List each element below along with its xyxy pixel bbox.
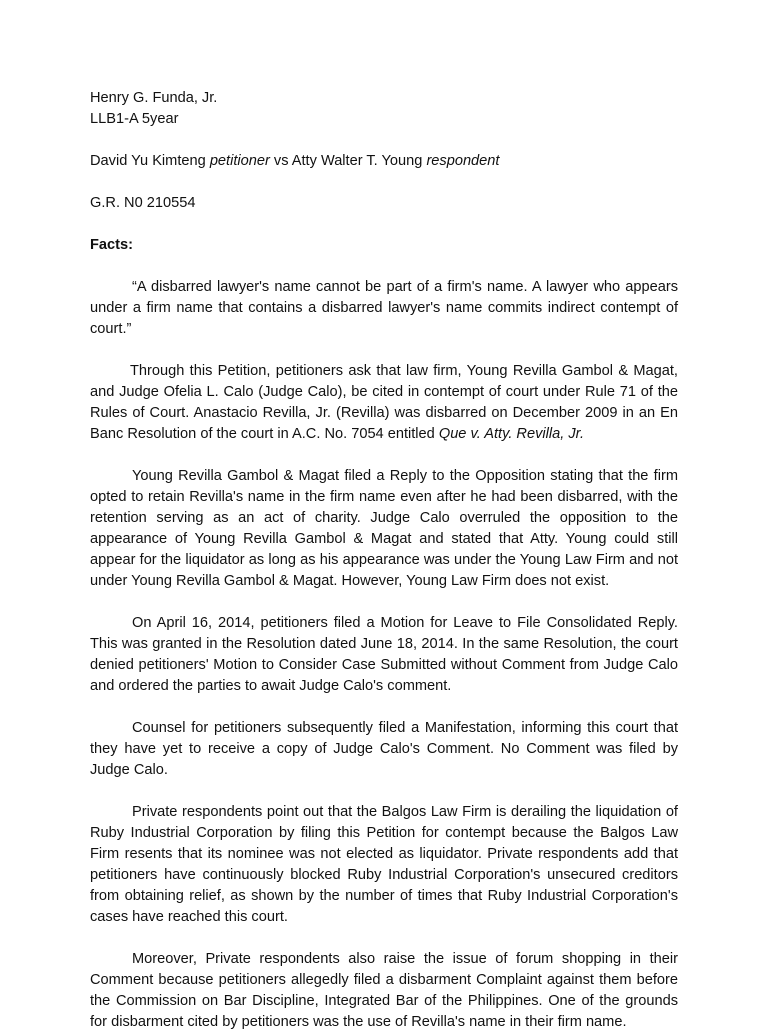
- petitioner-name: David Yu Kimteng: [90, 153, 206, 169]
- case-title: [90, 151, 678, 172]
- gr-number: G.R. N0 210554: [90, 195, 196, 211]
- class-section: LLB1-A 5year: [90, 111, 179, 127]
- document-page: [90, 88, 678, 1033]
- petitioner-role: petitioner: [209, 153, 270, 169]
- paragraph-forum-shopping: Moreover, Private respondents also raise the issue of forum shopping in their Comment because petitioners allegedly filed a disbarment Complaint against them before the Commission on Bar Discipline, Integrated Bar of the Philippines. One of the grounds for disbarment cited by petitioners was the use of Revilla's name in their firm name.: [90, 951, 678, 1030]
- paragraph-motion: On April 16, 2014, petitioners filed a Motion for Leave to File Consolidated Reply. This was granted in the Resolution dated June 18, 2014. In the same Resolution, the court denied petitioners' Motion to Consider Case Submitted without Comment from Judge Calo and ordered the parties to await Judge Calo's comment.: [90, 615, 678, 694]
- paragraph-quote: “A disbarred lawyer's name cannot be part of a firm's name. A lawyer who appears under a firm name that contains a disbarred lawyer's name commits indirect contempt of court.”: [90, 279, 678, 337]
- paragraph-private-respondents: Private respondents point out that the Balgos Law Firm is derailing the liquidation of Ruby Industrial Corporation by filing this Petition for contempt because the Balgos Law Firm resents that its nominee was not elected as liquidator. Private respondents add that petitioners have continuously blocked Ruby Industrial Corporation's unsecured creditors from obtaining relief, as shown by the number of times that Ruby Industrial Corporation's cases have reached this court.: [90, 804, 678, 925]
- paragraph-reply: Young Revilla Gambol & Magat filed a Reply to the Opposition stating that the firm opted to retain Revilla's name in the firm name even after he had been disbarred, with the retention serving as an act of charity. Judge Calo overruled the opposition to the appearance of Young Revilla Gambol & Magat and stated that Atty. Young could still appear for the liquidator as long as his appearance was under the Young Law Firm and not under Young Revilla Gambol & Magat. However, Young Law Firm does not exist.: [90, 468, 678, 589]
- respondent-role: respondent: [426, 153, 500, 169]
- case-citation: Que v. Atty. Revilla, Jr.: [438, 426, 585, 442]
- facts-heading: Facts:: [90, 237, 133, 253]
- versus-label: vs: [273, 153, 289, 169]
- paragraph-manifestation: Counsel for petitioners subsequently filed a Manifestation, informing this court that they have yet to receive a copy of Judge Calo's Comment. No Comment was filed by Judge Calo.: [90, 720, 678, 778]
- author-name: Henry G. Funda, Jr.: [90, 90, 218, 106]
- respondent-name: Atty Walter T. Young: [291, 153, 423, 169]
- paragraph-petition: [90, 361, 678, 445]
- paragraph-petition-text: Through this Petition, petitioners ask that law firm, Young Revilla Gambol & Magat, and Judge Ofelia L. Calo (Judge Calo), be cited in contempt of court under Rule 71 of the Rules of Court. Anastacio Revilla, Jr. (Revilla) was disbarred on December 2009 in an En Banc Resolution of the court in A.C. No. 7054 entitled: [90, 363, 678, 442]
